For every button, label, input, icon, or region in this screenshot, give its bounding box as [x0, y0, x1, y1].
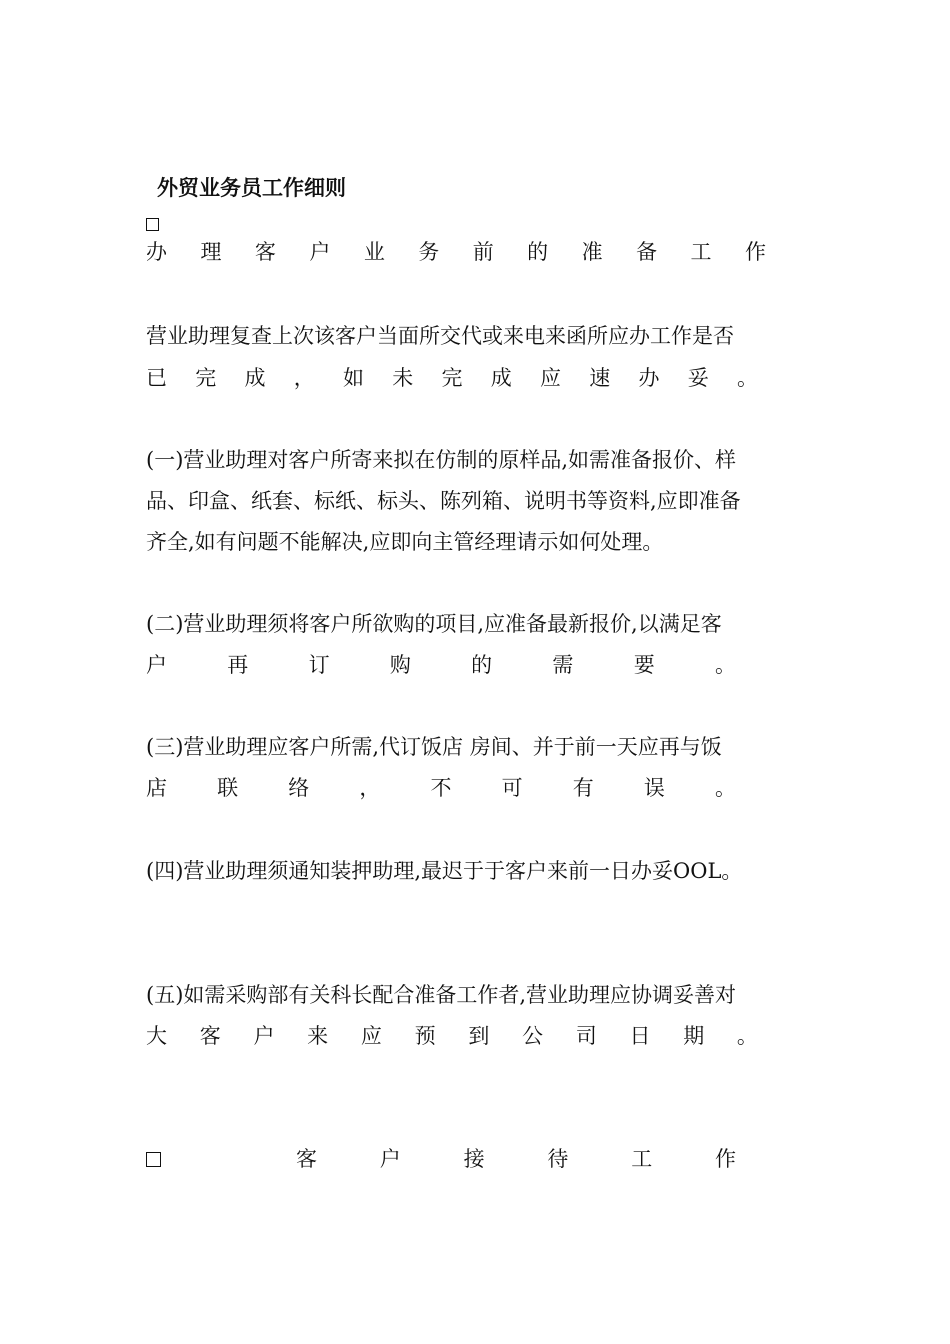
paragraph-line: (二)营业助理须将客户所欲购的项目,应准备最新报价,以满足客: [146, 612, 722, 636]
paragraph-line: 品、印盒、纸套、标纸、标头、陈列箱、说明书等资料,应即准备: [146, 489, 741, 513]
spread-char: 完: [441, 366, 463, 390]
paragraph-line: 营业助理复查上次该客户当面所交代或来电来函所应办工作是否: [146, 324, 734, 348]
spread-char: ，: [293, 366, 315, 390]
paragraph-line-spread: [146, 364, 758, 392]
spread-char: 办: [146, 240, 167, 264]
spread-char: 司: [575, 1024, 597, 1048]
spread-char: 接: [463, 1147, 485, 1171]
spread-char: 户: [253, 1024, 275, 1048]
spread-char: 大: [146, 1024, 167, 1048]
spread-char: 待: [547, 1147, 569, 1171]
section-heading-text: [296, 1145, 736, 1173]
spread-char: 工: [631, 1147, 653, 1171]
spread-char: 的: [471, 653, 493, 677]
paragraph-line: (四)营业助理须通知装押助理,最迟于于客户来前一日办妥OOL。: [146, 859, 743, 883]
checkbox-square-icon: [146, 1152, 161, 1167]
spread-char: 完: [195, 366, 217, 390]
paragraph-line-spread: [146, 1022, 758, 1050]
spread-char: 业: [363, 240, 385, 264]
spread-char: 户: [146, 653, 167, 677]
spread-char: 店: [146, 776, 167, 800]
spread-char: 来: [307, 1024, 329, 1048]
document-title: 外贸业务员工作细则: [157, 175, 346, 200]
paragraph-line-spread: [146, 651, 736, 679]
spread-char: 务: [418, 240, 440, 264]
spread-char: 有: [572, 776, 594, 800]
spread-char: 再: [227, 653, 249, 677]
paragraph-line: (一)营业助理对客户所寄来拟在仿制的原样品,如需准备报价、样: [146, 448, 737, 472]
spread-char: 客: [254, 240, 276, 264]
checkbox-square-icon: [146, 218, 159, 231]
spread-char: 购: [389, 653, 411, 677]
spread-char: 如: [343, 366, 364, 390]
spread-char: 备: [636, 240, 658, 264]
spread-char: 成: [244, 366, 266, 390]
paragraph-line-spread: [146, 774, 736, 802]
spread-char: 作: [714, 1147, 736, 1171]
spread-char: 。: [737, 366, 758, 390]
spread-char: 客: [296, 1147, 317, 1171]
spread-char: 理: [200, 240, 222, 264]
spread-char: 可: [501, 776, 523, 800]
spread-char: 作: [744, 240, 766, 264]
spread-char: 。: [715, 776, 736, 800]
spread-char: 未: [392, 366, 414, 390]
spread-char: 已: [146, 366, 167, 390]
spread-char: 前: [472, 240, 494, 264]
spread-char: 要: [633, 653, 655, 677]
spread-char: 工: [690, 240, 712, 264]
spread-char: 订: [308, 653, 330, 677]
spread-char: 需: [552, 653, 574, 677]
spread-char: 妥: [687, 366, 709, 390]
spread-char: 。: [714, 653, 736, 677]
spread-char: 期: [683, 1024, 705, 1048]
spread-char: 联: [217, 776, 239, 800]
paragraph-line: 齐全,如有问题不能解决,应即向主管经理请示如何处理。: [146, 530, 664, 554]
spread-char: 速: [589, 366, 611, 390]
paragraph-line: (三)营业助理应客户所需,代订饭店 房间、并于前一天应再与饭: [146, 735, 722, 759]
spread-char: 络: [288, 776, 310, 800]
spread-char: 户: [309, 240, 331, 264]
spread-char: 户: [379, 1147, 401, 1171]
spread-char: 误: [643, 776, 665, 800]
paragraph-line: (五)如需采购部有关科长配合准备工作者,营业助理应协调妥善对: [146, 983, 737, 1007]
spread-char: 预: [414, 1024, 436, 1048]
section-heading-preparation: [146, 238, 766, 266]
spread-char: 准: [581, 240, 603, 264]
spread-char: 日: [629, 1024, 651, 1048]
spread-char: 应: [360, 1024, 382, 1048]
spread-char: 的: [527, 240, 549, 264]
spread-char: 不: [430, 776, 452, 800]
spread-char: ，: [359, 776, 381, 800]
spread-char: 办: [638, 366, 660, 390]
section-heading-reception: [146, 1145, 736, 1173]
spread-char: 成: [490, 366, 512, 390]
spread-char: 到: [468, 1024, 490, 1048]
spread-char: 公: [522, 1024, 544, 1048]
spread-char: 客: [199, 1024, 221, 1048]
spread-char: 应: [540, 366, 561, 390]
spread-char: 。: [736, 1024, 758, 1048]
